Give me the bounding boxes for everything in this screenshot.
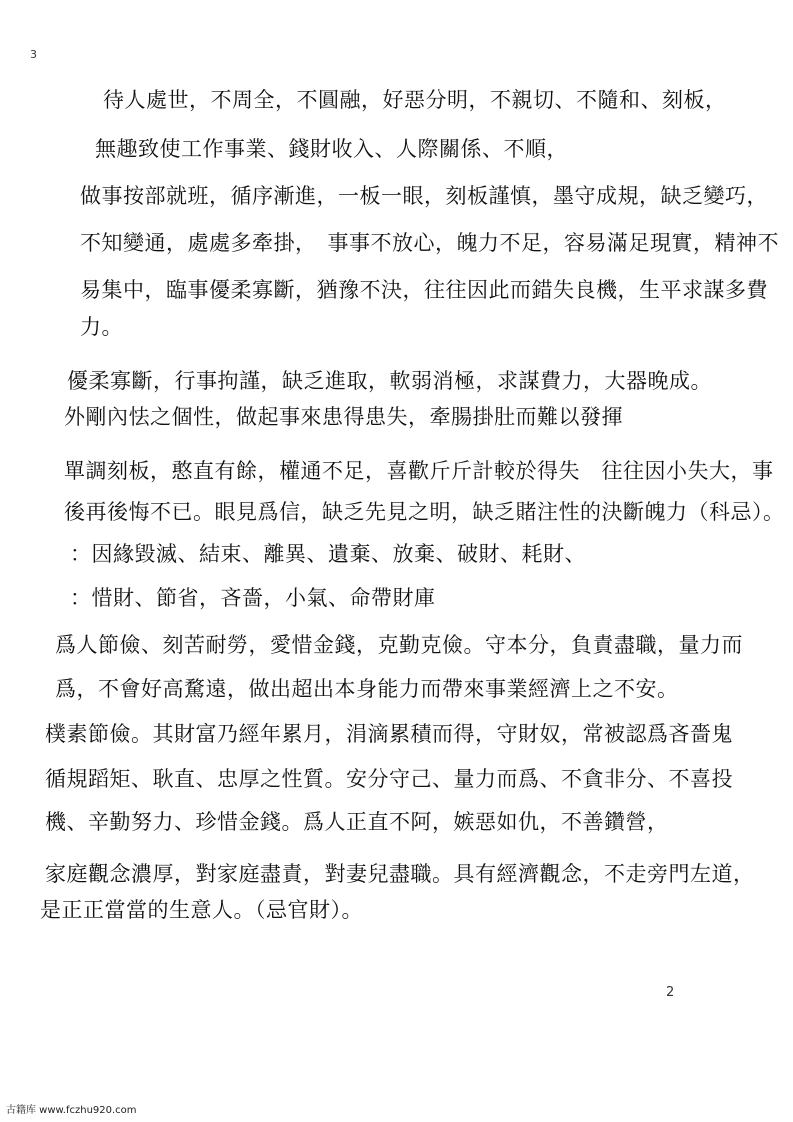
text-line: 做事按部就班，循序漸進，一板一眼，刻板謹慎，墨守成規，缺乏變巧，	[80, 184, 768, 208]
text-line: ：惜財、節省，吝嗇，小氣、命帶財庫	[70, 586, 436, 610]
text-line: 樸素節儉。其財富乃經年累月，涓滴累積而得，守財奴，常被認爲吝嗇鬼	[45, 722, 733, 746]
text-line: ：因緣毀滅、結束、離異、遺棄、放棄、破財、耗財、	[70, 542, 586, 566]
text-line: 優柔寡斷，行事拘謹，缺乏進取，軟弱消極，求謀費力，大器晚成。	[67, 369, 712, 393]
text-line: 是正正當當的生意人。（忌官財）。	[40, 898, 363, 922]
corner-number: 3	[30, 48, 37, 61]
text-line: 機、辛勤努力、珍惜金錢。爲人正直不阿，嫉惡如仇，不善鑽營，	[45, 810, 669, 834]
text-line: 力。	[80, 315, 123, 339]
text-line: 爲人節儉、刻苦耐勞，愛惜金錢，克勤克儉。守本分，負責盡職，量力而	[55, 633, 743, 657]
text-line: 後再後悔不已。眼見爲信，缺乏先見之明，缺乏賭注性的決斷魄力（科忌）。	[64, 500, 785, 524]
text-line: 家庭觀念濃厚，對家庭盡責，對妻兒盡職。具有經濟觀念，不走旁門左道，	[45, 862, 755, 886]
text-line: 單調刻板，憨直有餘，權通不足，喜歡斤斤計較於得失 往往因小失大，事	[64, 459, 774, 483]
text-line: 易集中，臨事優柔寡斷，猶豫不決，往往因此而錯失良機，生平求謀多費	[80, 278, 768, 302]
page-number: 2	[666, 985, 675, 1000]
text-line: 爲，不會好高騖遠，做出超出本身能力而帶來事業經濟上之不安。	[55, 677, 679, 701]
text-line: 循規蹈矩、耿直、忠厚之性質。安分守己、量力而爲、不貪非分、不喜投	[45, 767, 733, 791]
text-line: 外剛內怯之個性，做起事來患得患失，牽腸掛肚而難以發揮	[64, 405, 623, 429]
text-line: 無趣致使工作事業、錢財收入、人際關係、不順，	[95, 137, 568, 161]
watermark-text: 古籍库 www.fczhu920.com	[6, 1105, 137, 1116]
text-line: 不知變通，處處多牽掛， 事事不放心，魄力不足，容易滿足現實，精神不	[80, 231, 779, 255]
text-line: 待人處世，不周全，不圓融，好惡分明，不親切、不隨和、刻板，	[103, 88, 727, 112]
